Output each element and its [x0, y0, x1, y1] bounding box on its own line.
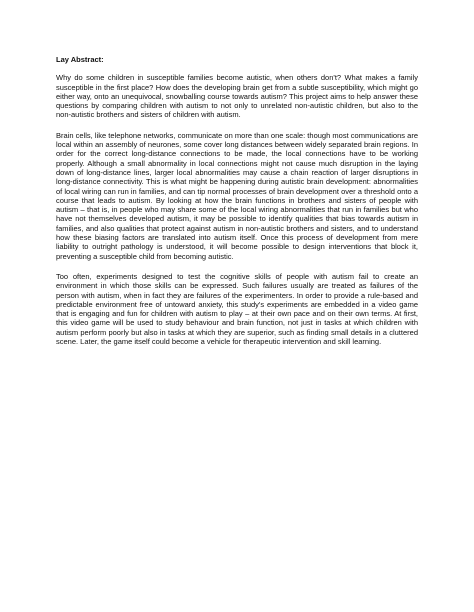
section-title: Lay Abstract:: [56, 55, 104, 64]
document-body: [56, 55, 418, 357]
paragraph-1: Why do some children in susceptible families become autistic, when others don't? What makes a family susceptible in the first place? How does the developing brain get from a subtle susceptibility, which might go either way, onto an unequivocal, snowballing course towards autism? This project aims to help answer these questions by comparing children with autism to not only to unrelated non-autistic children, but also to the non-autistic brothers and sisters of children with autism.: [56, 73, 418, 120]
paragraph-2: Brain cells, like telephone networks, communicate on more than one scale: though most communications are local within an assembly of neurones, some cover long distances between widely separated brain regions. In order for the correct long-distance connections to be made, the local connections have to be working properly. Although a small abnormality in local connections might not cause much disruption in the laying down of long-distance lines, larger local abnormalities may cause a chain reaction of larger disruptions in long-distance connectivity. This is what might be happening during autistic brain development: abnormalities of local wiring can run in families, and can tip normal processes of brain development over a threshold onto a course that leads to autism. By looking at how the brain functions in brothers and sisters of people with autism – that is, in people who may share some of the local wiring abnormalities that run in families but who have not themselves developed autism, it may be possible to identify qualities that bias towards autism in families, and also qualities that protect against autism in non-autistic brothers and sisters, and to understand how these biasing factors are translated into autism itself. Once this process of development from mere liability to outright pathology is understood, it will become possible to design interventions that block it, preventing a susceptible child from becoming autistic.: [56, 130, 418, 261]
paragraph-3: Too often, experiments designed to test the cognitive skills of people with autism fail to create an environment in which those skills can be expressed. Such failures usually are treated as failures of the person with autism, when in fact they are failures of the experimenters. In order to provide a rule-based and predictable environment free of untoward anxiety, this study's experiments are embedded in a video game that is engaging and fun for children with autism to play – at their own pace and on their own terms. At first, this video game will be used to study behaviour and brain function, not just in tasks at which children with autism perform poorly but also in tasks at which they are superior, such as finding small details in a cluttered scene. Later, the game itself could become a vehicle for therapeutic intervention and skill learning.: [56, 271, 418, 347]
